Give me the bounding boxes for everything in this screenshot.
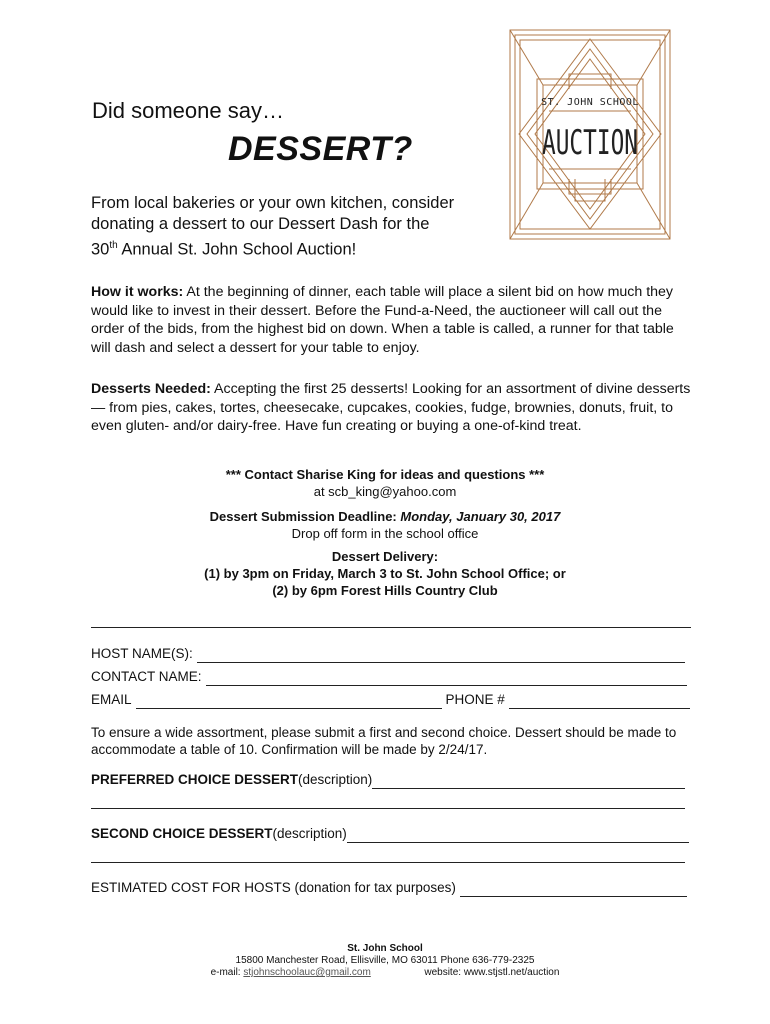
preferred-choice-field[interactable] xyxy=(372,774,685,789)
footer-email-link[interactable]: stjohnschoolauc@gmail.com xyxy=(243,967,371,978)
footer-website-label: website: xyxy=(424,967,464,978)
delivery-option-1: (1) by 3pm on Friday, March 3 to St. John School Office; or xyxy=(204,566,566,581)
contact-block xyxy=(85,466,685,500)
delivery-option-2: (2) by 6pm Forest Hills Country Club xyxy=(272,583,498,598)
contact-email[interactable]: at scb_king@yahoo.com xyxy=(313,484,457,499)
second-choice-desc: (description) xyxy=(272,826,347,841)
delivery-block xyxy=(85,548,685,599)
contact-name-field[interactable] xyxy=(206,671,687,686)
lead-paragraph xyxy=(91,193,511,261)
footer-school-name: St. John School xyxy=(347,943,423,954)
intro-question: Did someone say… xyxy=(92,98,284,123)
logo-auction-word: AUCTION xyxy=(542,123,638,163)
divider xyxy=(91,627,691,628)
email-field[interactable] xyxy=(136,694,442,709)
desserts-needed-paragraph xyxy=(91,380,691,436)
estimated-cost-field[interactable] xyxy=(460,882,687,897)
how-it-works-text: At the beginning of dinner, each table will place a silent bid on how much they would like to invest in their dessert. Before the Fund-a-Need, the auctioneer will call out the order of the bids, from the highest bid on down. When a table is called, a runner for that table will dash and select a dessert for your table to enjoy. xyxy=(91,284,674,356)
host-name-row xyxy=(91,645,685,663)
deadline-block xyxy=(85,508,685,542)
estimated-cost-label: ESTIMATED COST FOR HOSTS (donation for tax purposes) xyxy=(91,880,456,895)
email-phone-row xyxy=(91,691,690,709)
logo-school-name: ST. JOHN SCHOOL xyxy=(541,97,639,108)
deadline-note: Drop off form in the school office xyxy=(291,526,479,541)
footer-address: 15800 Manchester Road, Ellisville, MO 63011 Phone 636-779-2325 xyxy=(235,955,535,966)
how-it-works-label: How it works: xyxy=(91,284,184,300)
phone-field[interactable] xyxy=(509,694,690,709)
lead-text-2: Annual St. John School Auction! xyxy=(117,240,357,259)
contact-line: *** Contact Sharise King for ideas and questions *** xyxy=(225,467,545,482)
footer-website[interactable]: www.stjstl.net/auction xyxy=(463,967,560,978)
contact-name-label: CONTACT NAME: xyxy=(91,669,202,684)
deadline-date: Monday, January 30, 2017 xyxy=(400,509,561,524)
second-choice-field[interactable] xyxy=(347,828,689,843)
footer xyxy=(85,943,685,979)
preferred-choice-label: PREFERRED CHOICE DESSERT xyxy=(91,772,299,787)
lead-ordinal-suffix: th xyxy=(109,240,118,251)
contact-name-row xyxy=(91,668,687,686)
second-choice-label: SECOND CHOICE DESSERT xyxy=(91,826,273,841)
preferred-choice-desc: (description) xyxy=(298,772,373,787)
instructions: To ensure a wide assortment, please submit a first and second choice. Dessert should be made to accommodate a table of 10. Confirmation will be made by 2/24/17. xyxy=(91,725,677,757)
preferred-choice-field-line-2[interactable] xyxy=(91,808,685,809)
phone-label: PHONE # xyxy=(445,692,505,707)
second-choice-row xyxy=(91,825,689,843)
desserts-needed-text: Accepting the first 25 desserts! Looking for an assortment of divine desserts — from pies, cakes, tortes, cheesecake, cupcakes, cookies, fudge, brownies, donuts, fruit, to even gluten- and/or dairy-free. Have fun creating or buying a one-of-kind treat. xyxy=(91,381,691,434)
delivery-title: Dessert Delivery: xyxy=(331,549,439,564)
footer-contact-line xyxy=(85,967,685,979)
deadline-label: Dessert Submission Deadline: xyxy=(209,509,401,524)
estimated-cost-row xyxy=(91,879,687,897)
headline: DESSERT? xyxy=(228,130,413,168)
preferred-choice-row xyxy=(91,771,685,789)
host-name-label: HOST NAME(S): xyxy=(91,646,193,661)
second-choice-field-line-2[interactable] xyxy=(91,862,685,863)
auction-logo xyxy=(509,29,671,240)
lead-ordinal-number: 30 xyxy=(91,240,110,259)
desserts-needed-label: Desserts Needed: xyxy=(91,381,211,397)
lead-text-1: From local bakeries or your own kitchen, consider donating a dessert to our Dessert Dash for the xyxy=(91,194,455,233)
footer-email-label: e-mail: xyxy=(210,967,244,978)
host-name-field[interactable] xyxy=(197,648,685,663)
how-it-works-paragraph xyxy=(91,283,691,357)
email-label: EMAIL xyxy=(91,692,132,707)
